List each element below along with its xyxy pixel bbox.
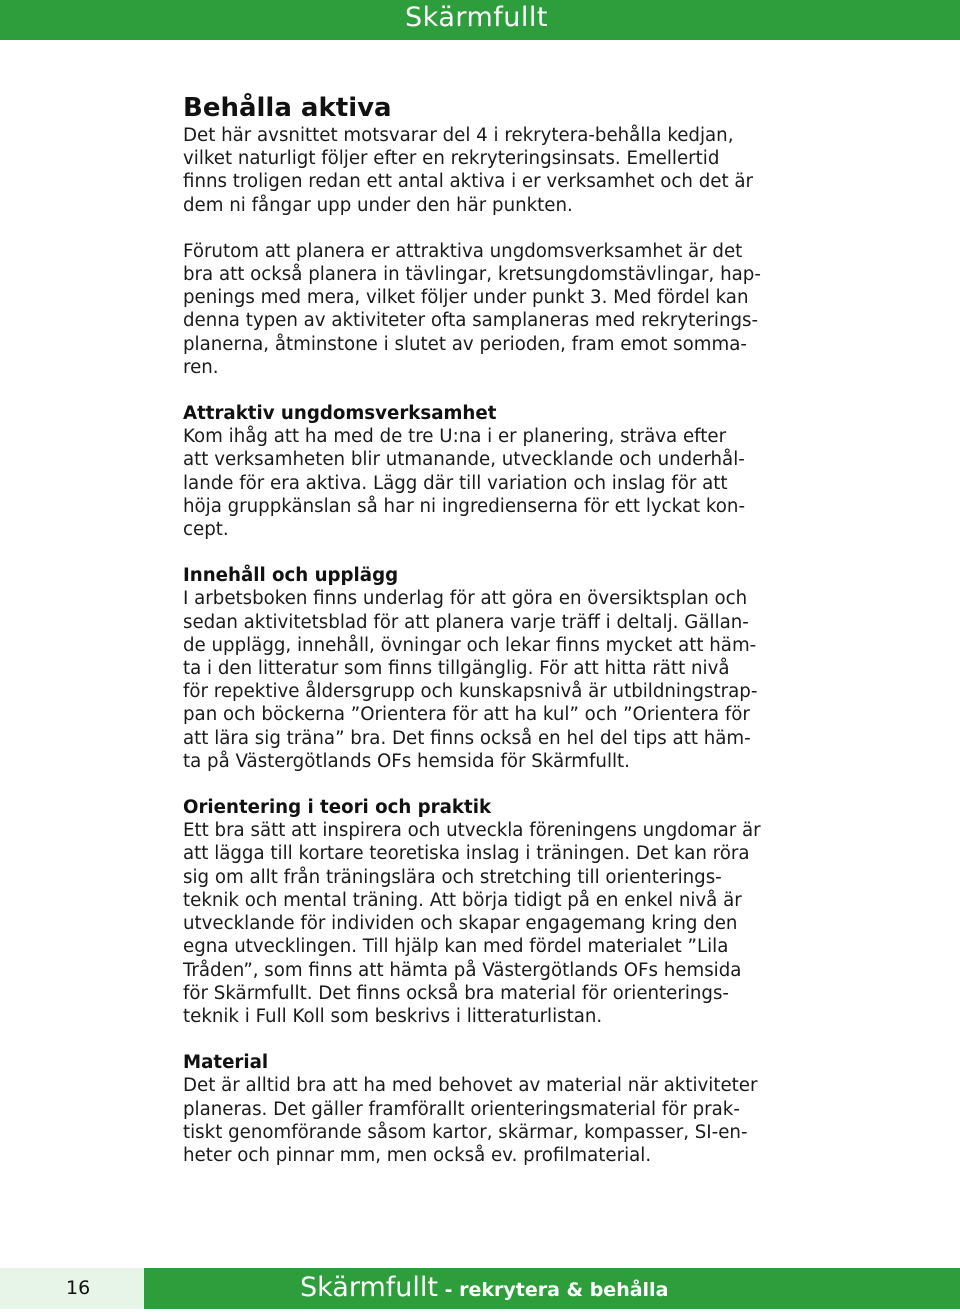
text-line: sig om allt från träningslära och stretching till orienterings- bbox=[183, 866, 722, 888]
page-number: 16 bbox=[66, 1277, 91, 1299]
planning-paragraph bbox=[183, 240, 803, 379]
text-line: utvecklande för individen och skapar engagemang kring den bbox=[183, 913, 738, 935]
document-body bbox=[183, 92, 803, 1167]
page-number-box bbox=[0, 1268, 144, 1309]
text-line: för repektive åldersgrupp och kunskapsnivå är utbildningstrap- bbox=[183, 681, 758, 703]
text-line: tiskt genomförande såsom kartor, skärmar, kompasser, SI-en- bbox=[183, 1121, 748, 1143]
text-line: Kom ihåg att ha med de tre U:na i er planering, sträva efter bbox=[183, 426, 727, 448]
section bbox=[183, 796, 803, 1028]
text-line: Förutom att planera er attraktiva ungdomsverksamhet är det bbox=[183, 240, 743, 262]
sections bbox=[183, 379, 803, 1167]
text-line: bra att också planera in tävlingar, kretsungdomstävlingar, hap- bbox=[183, 264, 761, 286]
text-line: dem ni fångar upp under den här punkten. bbox=[183, 194, 573, 216]
text-line: penings med mera, vilket följer under punkt 3. Med fördel kan bbox=[183, 287, 749, 309]
page-title: Behålla aktiva bbox=[183, 93, 392, 123]
text-line: cept. bbox=[183, 519, 229, 541]
text-line: att lägga till kortare teoretiska inslag i träningen. Det kan röra bbox=[183, 843, 750, 865]
text-line: Det här avsnittet motsvarar del 4 i rekrytera-behålla kedjan, bbox=[183, 125, 734, 146]
text-line: pan och böckerna ”Orientera för att ha kul” och ”Orientera för bbox=[183, 704, 750, 726]
text-line: vilket naturligt följer efter en rekryteringsinsats. Emellertid bbox=[183, 148, 720, 170]
section-heading: Innehåll och upplägg bbox=[183, 565, 399, 587]
text-line: höja gruppkänslan så har ni ingredienserna för ett lyckat kon- bbox=[183, 495, 746, 517]
footer-tagline: - rekrytera & behålla bbox=[437, 1279, 669, 1301]
text-line: Tråden”, som finns att hämta på Västergötlands OFs hemsida bbox=[183, 959, 742, 981]
section bbox=[183, 564, 803, 773]
section bbox=[183, 402, 803, 541]
text-line: planerna, åtminstone i slutet av perioden, fram emot somma- bbox=[183, 333, 747, 355]
text-line: heter och pinnar mm, men också ev. profilmaterial. bbox=[183, 1144, 652, 1166]
text-line: ta i den litteratur som finns tillgänglig. För att hitta rätt nivå bbox=[183, 658, 730, 680]
text-line: finns troligen redan ett antal aktiva i er verksamhet och det är bbox=[183, 171, 754, 193]
footer-bar bbox=[0, 1268, 960, 1309]
text-line: Ett bra sätt att inspirera och utveckla föreningens ungdomar är bbox=[183, 820, 761, 842]
text-line: för Skärmfullt. Det finns också bra material för orienterings- bbox=[183, 982, 729, 1004]
text-line: planeras. Det gäller framförallt orienteringsmaterial för prak- bbox=[183, 1098, 740, 1120]
text-line: de upplägg, innehåll, övningar och lekar finns mycket att häm- bbox=[183, 634, 757, 656]
text-line: att verksamheten blir utmanande, utvecklande och underhål- bbox=[183, 449, 745, 471]
text-line: I arbetsboken finns underlag för att göra en översiktsplan och bbox=[183, 588, 748, 610]
section-heading: Orientering i teori och praktik bbox=[183, 797, 492, 819]
footer-brand: Skärmfullt bbox=[300, 1272, 438, 1303]
footer-title bbox=[300, 1272, 668, 1303]
text-line: lande för era aktiva. Lägg där till variation och inslag för att bbox=[183, 472, 728, 494]
text-line: denna typen av aktiviteter ofta samplaneras med rekryterings- bbox=[183, 310, 759, 332]
section bbox=[183, 1051, 803, 1167]
section-heading: Material bbox=[183, 1052, 269, 1074]
header-brand: Skärmfullt bbox=[405, 2, 548, 33]
section-heading: Attraktiv ungdomsverksamhet bbox=[183, 403, 497, 425]
text-line: ta på Västergötlands OFs hemsida för Skärmfullt. bbox=[183, 750, 630, 772]
text-line: teknik och mental träning. Att börja tidigt på en enkel nivå är bbox=[183, 889, 742, 911]
text-line: att lära sig träna” bra. Det finns också en hel del tips att häm- bbox=[183, 727, 751, 749]
text-line: teknik i Full Koll som beskrivs i litteraturlistan. bbox=[183, 1005, 603, 1027]
text-line: egna utvecklingen. Till hjälp kan med fördel materialet ”Lila bbox=[183, 936, 729, 958]
text-line: Det är alltid bra att ha med behovet av material när aktiviteter bbox=[183, 1075, 758, 1097]
text-line: sedan aktivitetsblad för att planera varje träff i deltalj. Gällan- bbox=[183, 611, 749, 633]
header-bar bbox=[0, 0, 960, 40]
text-line: ren. bbox=[183, 356, 219, 378]
intro-paragraph bbox=[183, 124, 803, 217]
